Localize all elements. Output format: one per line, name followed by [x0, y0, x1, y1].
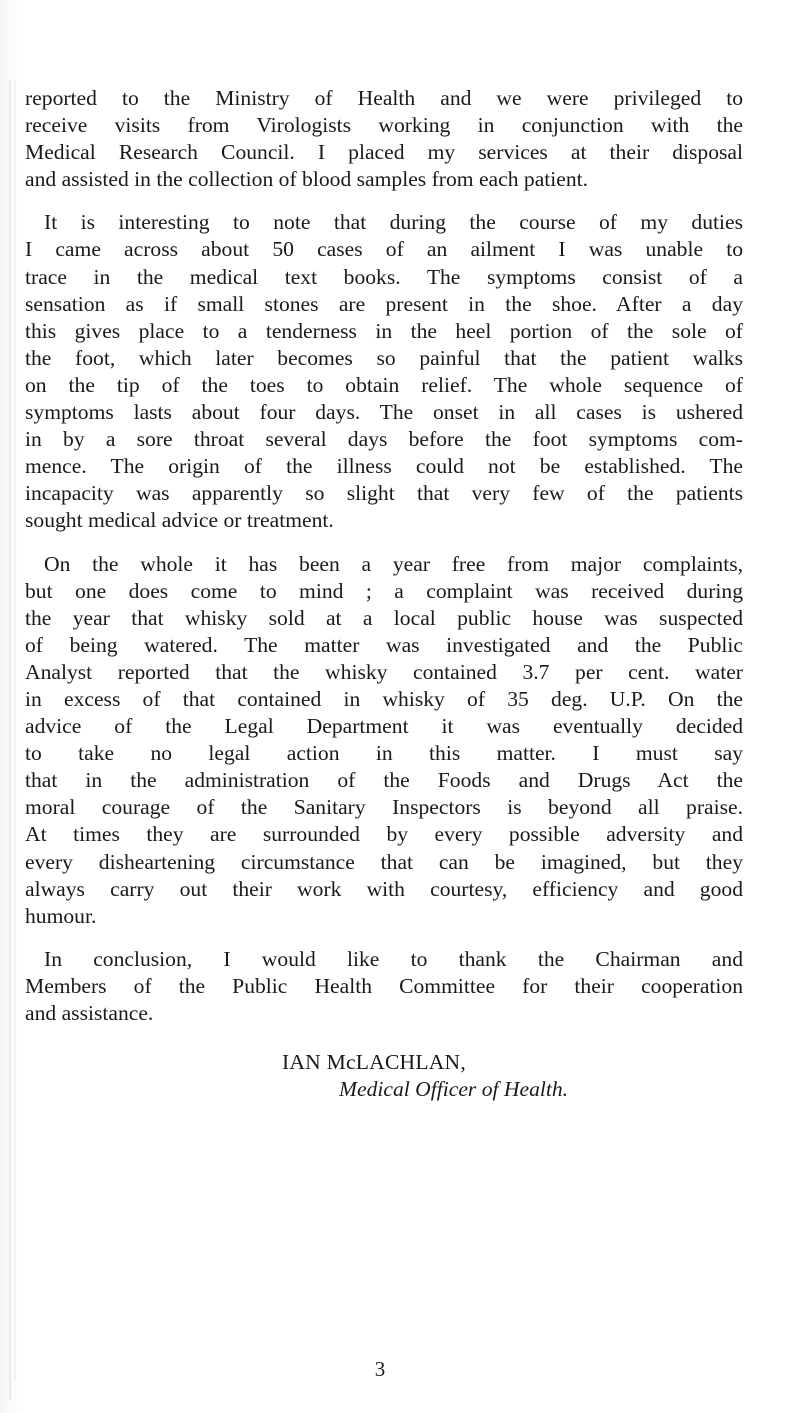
text-line: this gives place to a tenderness in the heel portion of the sole of — [25, 318, 743, 343]
document-page — [25, 85, 743, 1103]
text-line: reported to the Ministry of Health and we were privileged to — [25, 86, 743, 110]
text-line: on the tip of the toes to obtain relief. The whole sequence of — [25, 372, 743, 397]
text-line: always carry out their work with courtesy, efficiency and good — [25, 876, 743, 901]
text-line: mence. The origin of the illness could not be established. The — [25, 454, 743, 479]
binding-gutter — [0, 0, 24, 1413]
text-line: sensation as if small stones are present in the shoe. After a day — [25, 291, 743, 316]
text-line: and assistance. — [25, 1001, 154, 1025]
text-line: the year that whisky sold at a local public house was suspected — [25, 605, 743, 630]
text-line: It is interesting to note that during the course of my duties — [44, 210, 743, 235]
text-line: Medical Research Council. I placed my services at their disposal — [25, 140, 743, 165]
text-line: symptoms lasts about four days. The onset in all cases is ushered — [25, 400, 743, 425]
paragraph-3 — [25, 551, 743, 930]
text-line: and assisted in the collection of blood samples from each patient. — [25, 167, 589, 192]
signatory-name: IAN McLACHLAN, — [282, 1050, 466, 1075]
text-line: that in the administration of the Foods and Drugs Act the — [25, 768, 743, 793]
text-line: On the whole it has been a year free from major complaints, — [44, 551, 743, 576]
text-line: to take no legal action in this matter. I must say — [25, 741, 743, 766]
text-line: but one does come to mind ; a complaint was received during — [25, 578, 743, 603]
text-line: I came across about 50 cases of an ailment I was unable to — [25, 237, 743, 262]
paragraph-2 — [25, 209, 743, 534]
text-line: incapacity was apparently so slight that very few of the patients — [25, 481, 743, 506]
paragraph-1 — [25, 85, 743, 193]
text-line: in excess of that contained in whisky of 35 deg. U.P. On the — [25, 686, 743, 711]
page-number: 3 — [374, 1357, 386, 1381]
text-line: moral courage of the Sanitary Inspectors is beyond all praise. — [25, 795, 743, 820]
text-line: At times they are surrounded by every possible adversity and — [25, 822, 743, 847]
text-line: advice of the Legal Department it was eventually decided — [25, 714, 743, 739]
binding-edge-line — [9, 80, 11, 1400]
text-line: the foot, which later becomes so painful that the patient walks — [25, 345, 743, 370]
text-line: trace in the medical text books. The symptoms consist of a — [25, 264, 743, 289]
binding-edge-line — [14, 80, 16, 1380]
text-line: Analyst reported that the whisky contained 3.7 per cent. water — [25, 659, 743, 684]
text-line: Members of the Public Health Committee for their cooperation — [25, 973, 743, 998]
text-line: sought medical advice or treatment. — [25, 508, 334, 533]
text-line: every disheartening circumstance that can be imagined, but they — [25, 849, 743, 874]
text-line: In conclusion, I would like to thank the Chairman and — [44, 946, 743, 971]
text-line: in by a sore throat several days before the foot symptoms com- — [25, 427, 743, 452]
signature-block — [25, 1049, 743, 1103]
signatory-title: Medical Officer of Health. — [339, 1077, 569, 1102]
text-line: of being watered. The matter was investigated and the Public — [25, 632, 743, 657]
text-line: receive visits from Virologists working in conjunction with the — [25, 113, 743, 138]
paragraph-4 — [25, 946, 743, 1027]
text-line: humour. — [25, 903, 97, 928]
